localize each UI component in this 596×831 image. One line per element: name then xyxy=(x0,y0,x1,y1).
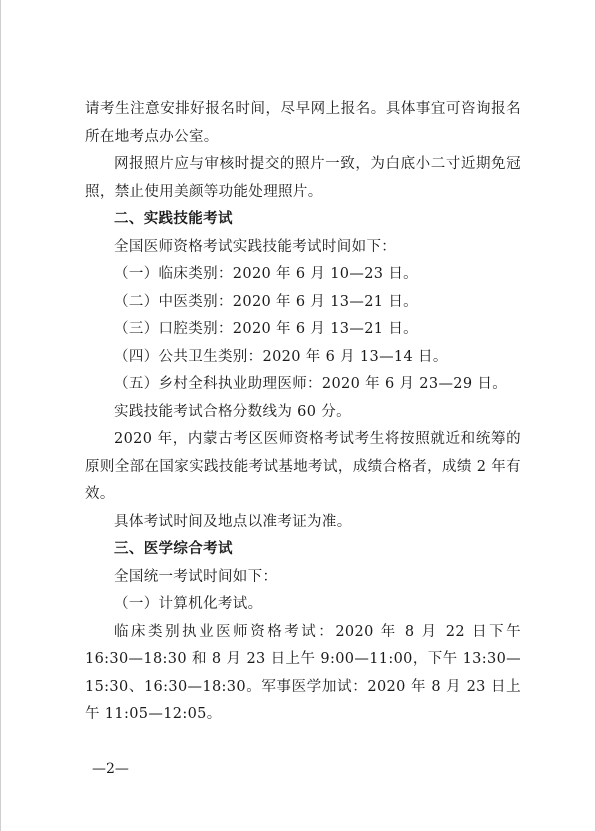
paragraph-inner-mongolia: 2020 年，内蒙古考区医师资格考试考生将按照就近和统筹的原则全部在国家实践技能考试基地考试，成绩合格者，成绩 2 年有效。 xyxy=(85,431,521,502)
section-heading-practical-exam: 二、实践技能考试 xyxy=(114,211,233,227)
list-item-rural-general: （五）乡村全科执业助理医师：2020 年 6 月 23—29 日。 xyxy=(114,376,508,392)
paragraph-photo-requirement: 网报照片应与审核时提交的照片一致，为白底小二寸近期免冠照，禁止使用美颜等功能处理照片。 xyxy=(85,156,521,200)
paragraph-comprehensive-intro: 全国统一考试时间如下： xyxy=(114,568,278,585)
list-item-clinical: （一）临床类别：2020 年 6 月 10—23 日。 xyxy=(114,266,419,282)
paragraph-clinical-exam-schedule: 临床类别执业医师资格考试：2020 年 8 月 22 日下午 16:30—18:30 和 8 月 23 日上午 9:00—11:00，下午 13:30—15:30、16:30—18:30。军事医学加试：2020 年 8 月 23 日上午 11:05—12:05。 xyxy=(85,623,521,722)
document-body xyxy=(85,96,521,729)
paragraph-passing-score: 实践技能考试合格分数线为 60 分。 xyxy=(114,403,351,420)
paragraph-registration-notice: 请考生注意安排好报名时间，尽早网上报名。具体事宜可咨询报名所在地考点办公室。 xyxy=(85,101,521,145)
page-number: —2— xyxy=(92,761,129,777)
paragraph-practical-exam-intro: 全国医师资格考试实践技能考试时间如下： xyxy=(114,238,397,255)
list-item-computer-exam: （一）计算机化考试。 xyxy=(114,596,263,612)
paragraph-admission-ticket: 具体考试时间及地点以准考证为准。 xyxy=(114,513,352,530)
list-item-dental: （三）口腔类别：2020 年 6 月 13—21 日。 xyxy=(114,321,419,337)
list-item-public-health: （四）公共卫生类别：2020 年 6 月 13—14 日。 xyxy=(114,348,448,365)
list-item-tcm: （二）中医类别：2020 年 6 月 13—21 日。 xyxy=(114,293,419,310)
section-heading-comprehensive-exam: 三、医学综合考试 xyxy=(114,541,233,557)
